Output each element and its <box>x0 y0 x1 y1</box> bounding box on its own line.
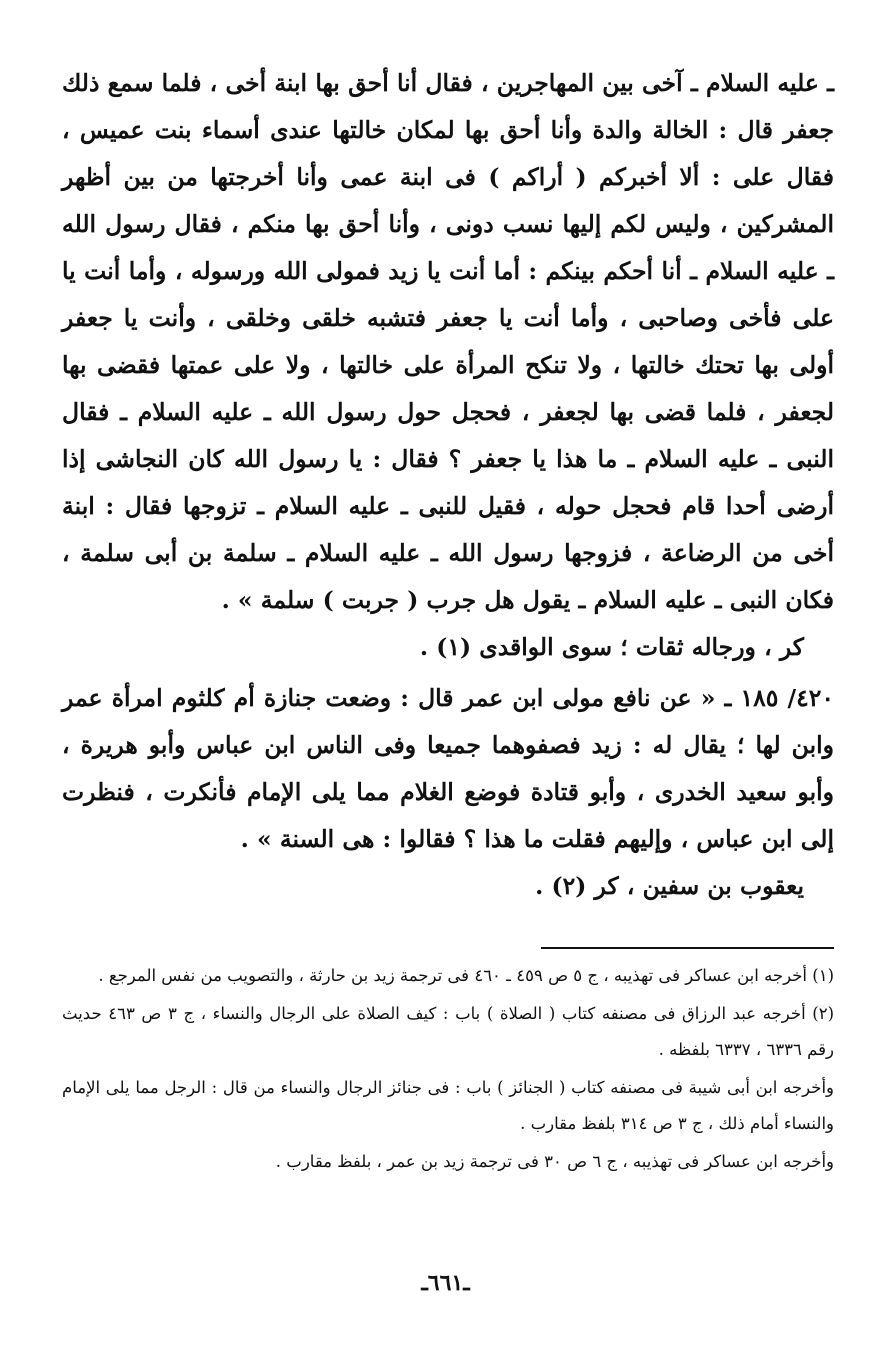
footnote-2-continued-a: وأخرجه ابن أبى شيبة فى مصنفه كتاب ( الجنائز ) باب : فى جنائز الرجال والنساء من قال : الرجل مما يلى الإمام والنساء أمام ذلك ، ج ٣ ص ٣١٤ بلفظ مقارب . <box>62 1078 834 1133</box>
hadith-185-text: ٤٢٠/ ١٨٥ ـ « عن نافع مولى ابن عمر قال : وضعت جنازة أم كلثوم امرأة عمر وابن لها ؛ يقال له : زيد فصفوهما جميعا وفى الناس ابن عباس وأبو هريرة ، وأبو سعيد الخدرى ، وأبو قتادة فوضع الغلام مما يلى الإمام فأنكرت ، فنظرت إلى ابن عباس ، وإليهم فقلت ما هذا ؟ فقالوا : هى السنة » . <box>62 684 834 853</box>
footnotes <box>62 958 834 1182</box>
hadith-184-text: ـ عليه السلام ـ آخى بين المهاجرين ، فقال أنا أحق بها ابنة أخى ، فلما سمع ذلك جعفر قال : الخالة والدة وأنا أحق بها لمكان خالتها عندى أسماء بنت عميس ، فقال على : ألا أخبركم ( أراكم ) فى ابنة عمى وأنا أخرجتها من بين أظهر المشركين ، وليس لكم إليها نسب دونى ، وأنا أحق بها منكم ، فقال رسول الله ـ عليه السلام ـ أنا أحكم بينكم : أما أنت يا زيد فمولى الله ورسوله ، وأما أنت يا على فأخى وصاحبى ، وأما أنت يا جعفر فتشبه خلقى وخلقى ، وأنت يا جعفر أولى بها تحتك خالتها ، ولا تنكح المرأة على خالتها ، ولا على عمتها فقضى بها لجعفر ، فلما قضى بها لجعفر ، فحجل حول رسول الله ـ عليه السلام ـ فقال النبى ـ عليه السلام ـ ما هذا يا جعفر ؟ فقال : يا رسول الله كان النجاشى إذا أرضى أحدا قام فحجل حوله ، فقيل للنبى ـ عليه السلام ـ تزوجها فقال : ابنة أخى من الرضاعة ، فزوجها رسول الله ـ عليه السلام ـ سلمة بن أبى سلمة ، فكان النبى ـ عليه السلام ـ يقول هل جرب ( جربت ) سلمة » . <box>62 69 834 614</box>
footnote-divider <box>541 947 834 949</box>
main-text <box>62 60 834 910</box>
footnote-2: (٢) أخرجه عبد الرزاق فى مصنفه كتاب ( الصلاة ) باب : كيف الصلاة على الرجال والنساء ، ج ٣ ص ٤٦٣ حديث رقم ٦٣٣٦ ، ٦٣٣٧ بلفظه . <box>62 1004 834 1059</box>
page-number: ـ٦٦١ـ <box>421 1270 470 1296</box>
hadith-184-citation: كر ، ورجاله ثقات ؛ سوى الواقدى (١) . <box>419 633 804 661</box>
footnote-2-continued-b: وأخرجه ابن عساكر فى تهذيبه ، ج ٦ ص ٣٠ فى ترجمة زيد بن عمر ، بلفظ مقارب . <box>275 1152 834 1171</box>
footnote-1: (١) أخرجه ابن عساكر فى تهذيبه ، ج ٥ ص ٤٥٩ ـ ٤٦٠ فى ترجمة زيد بن حارثة ، والتصويب من نفس المرجع . <box>98 966 834 985</box>
hadith-185-citation: يعقوب بن سفين ، كر (٢) . <box>535 872 804 900</box>
